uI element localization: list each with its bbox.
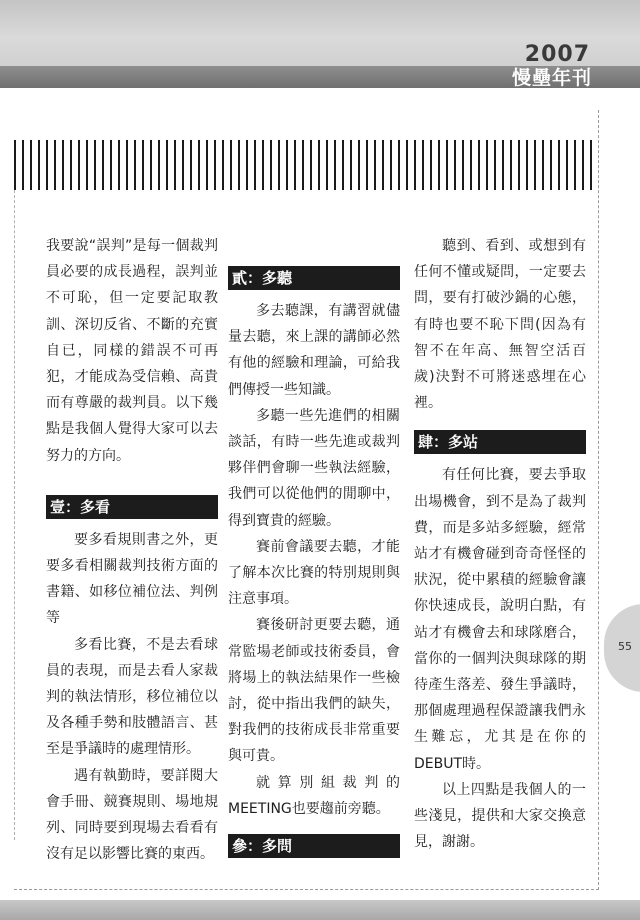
paragraph: 多看比賽，不是去看球員的表現，而是去看人家裁判的執法情形，移位補位以及各種手勢和肢體語言、甚至是爭議時的處理情形。 bbox=[46, 636, 218, 758]
paragraph: 有任何比賽，要去爭取出場機會，到不是為了裁判費，而是多站多經驗，經常站才有機會碰到奇奇怪怪的狀況，從中累積的經驗會讓你快速成長，說明白點，有站才有機會去和球隊磨合，當你的一個判決與球隊的期待產生落差、發生爭議時，那個處理過程保證讓我們永生難忘，尤其是在你的DEBUT時。 bbox=[414, 467, 586, 772]
paragraph: 賽前會議要去聽，才能了解本次比賽的特別規則與注意事項。 bbox=[228, 538, 400, 608]
page-number: 55 bbox=[618, 640, 632, 653]
paragraph: 遇有執勤時，要詳閱大會手冊、競賽規則、場地規列、同時要到現場去看看有沒有足以影響比賽的東西。 bbox=[46, 767, 218, 863]
section-heading-4: 肆：多站 bbox=[414, 430, 586, 454]
paragraph: 以上四點是我個人的一些淺見，提供和大家交換意見，謝謝。 bbox=[414, 781, 586, 851]
text-column-2 bbox=[228, 266, 400, 858]
paragraph: 多聽一些先進們的相關談話，有時一些先進或裁判夥伴們會聊一些執法經驗，我們可以從他們的閒聊中，得到寶貴的經驗。 bbox=[228, 407, 400, 529]
left-dashed-border bbox=[14, 150, 15, 840]
section-heading-2: 貳：多聽 bbox=[228, 266, 400, 290]
right-dashed-border bbox=[598, 110, 599, 890]
magazine-title: 慢壘年刊 bbox=[511, 67, 592, 89]
section-heading-3: 參：多問 bbox=[228, 834, 400, 858]
paragraph: 聽到、看到、或想到有任何不懂或疑問，一定要去問，要有打破沙鍋的心態，有時也要不恥下問(因為有智不在年高、無智空活百歲)決對不可將迷惑埋在心裡。 bbox=[414, 238, 586, 412]
paragraph: 要多看規則書之外，更要多看相關裁判技術方面的書籍、如移位補位法、判例等 bbox=[46, 531, 218, 627]
intro-paragraph: 我要說“誤判”是每一個裁判員必要的成長過程，誤判並不可恥，但一定要記取教訓、深切反省、不斷的充實自已，同樣的錯誤不可再犯，才能成為受信賴、高貴而有尊嚴的裁判員。以下幾點是我個人覺得大家可以去努力的方向。 bbox=[46, 238, 218, 464]
text-column-1 bbox=[46, 233, 218, 867]
paragraph: 賽後研討更要去聽，通常監場老師或技術委員，會將場上的執法結果作一些檢討，從中指出我們的缺失，對我們的技術成長非常重要與可貴。 bbox=[228, 617, 400, 765]
bottom-dashed-border bbox=[14, 889, 599, 890]
footer-bar bbox=[0, 900, 640, 920]
decorative-stripes bbox=[14, 140, 598, 190]
header-year: 2007 bbox=[524, 42, 590, 67]
text-column-3 bbox=[414, 233, 586, 855]
paragraph: 就算別組裁判的MEETING也要趨前旁聽。 bbox=[228, 774, 400, 817]
section-heading-1: 壹：多看 bbox=[46, 495, 218, 519]
paragraph: 多去聽課，有講習就儘量去聽，來上課的講師必然有他的經驗和理論，可給我們傳授一些知識。 bbox=[228, 303, 400, 398]
